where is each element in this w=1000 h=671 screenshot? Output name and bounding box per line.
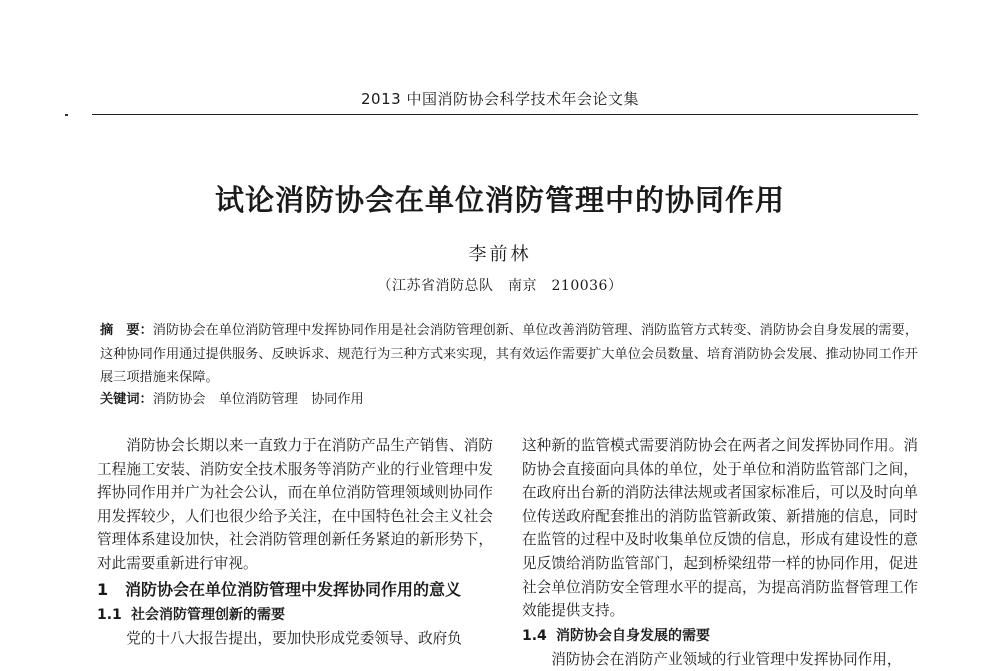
margin-mark [65,114,68,116]
keywords-text: 消防协会 单位消防管理 协同作用 [152,392,364,407]
section-number: 1 [97,579,109,599]
subsection-title: 社会消防管理创新的需要 [131,606,285,623]
subsection-heading [522,625,918,648]
keywords [100,388,918,411]
running-header: 2013 中国消防协会科学技术年会论文集 [361,90,639,108]
paper-title: 试论消防协会在单位消防管理中的协同作用 [214,183,785,217]
subsection-paragraph: 消防协会在消防产业领域的行业管理中发挥协同作用， [551,650,902,668]
abstract-text: 消防协会在单位消防管理中发挥协同作用是社会消防管理创新、单位改善消防管理、消防监管方式转变、消防协会自身发展的需要，这种协同作用通过提供服务、反映诉求、规范行为三种方式来实现，其有效运作需要扩大单位会员数量、培育消防协会发展、推动协同工作开展三项措施来保障。 [100,323,919,385]
author-name: 李前林 [468,244,532,265]
section-heading [97,578,493,602]
intro-paragraph: 消防协会长期以来一直致力于在消防产品生产销售、消防工程施工安装、消防安全技术服务等消防产业的行业管理中发挥协同作用并广为社会公认，而在单位消防管理领域则协同作用发挥较少，人们也很少给予关注，在中国特色社会主义社会管理体系建设加快，社会消防管理创新任务紧迫的新形势下，对此需要重新进行审视。 [97,437,493,572]
author-affiliation: （江苏省消防总队 南京 210036） [377,278,623,294]
continued-paragraph: 这种新的监管模式需要消防协会在两者之间发挥协同作用。消防协会直接面向具体的单位，处于单位和消防监管部门之间，在政府出台新的消防法律法规或者国家标准后，可以及时向单位传送政府配套推出的消防监管新政策、新措施的信息，同时在监管的过程中及时收集单位反馈的信息，形成有建设性的意见反馈给消防监管部门，起到桥梁纽带一样的协同作用，促进社会单位消防安全管理水平的提高，为提高消防监督管理工作效能提供支持。 [522,437,918,620]
right-column [522,434,918,671]
header-rule [92,114,918,115]
subsection-number: 1.1 [97,606,122,623]
left-column [97,434,493,650]
section-title: 消防协会在单位消防管理中发挥协同作用的意义 [125,579,462,599]
abstract [100,319,918,390]
subsection-paragraph: 党的十八大报告提出，要加快形成党委领导、政府负 [126,629,462,647]
subsection-number: 1.4 [522,627,547,644]
subsection-heading [97,604,493,627]
keywords-label: 关键词： [100,392,153,407]
subsection-title: 消防协会自身发展的需要 [556,627,710,644]
abstract-label: 摘 要： [100,323,153,338]
